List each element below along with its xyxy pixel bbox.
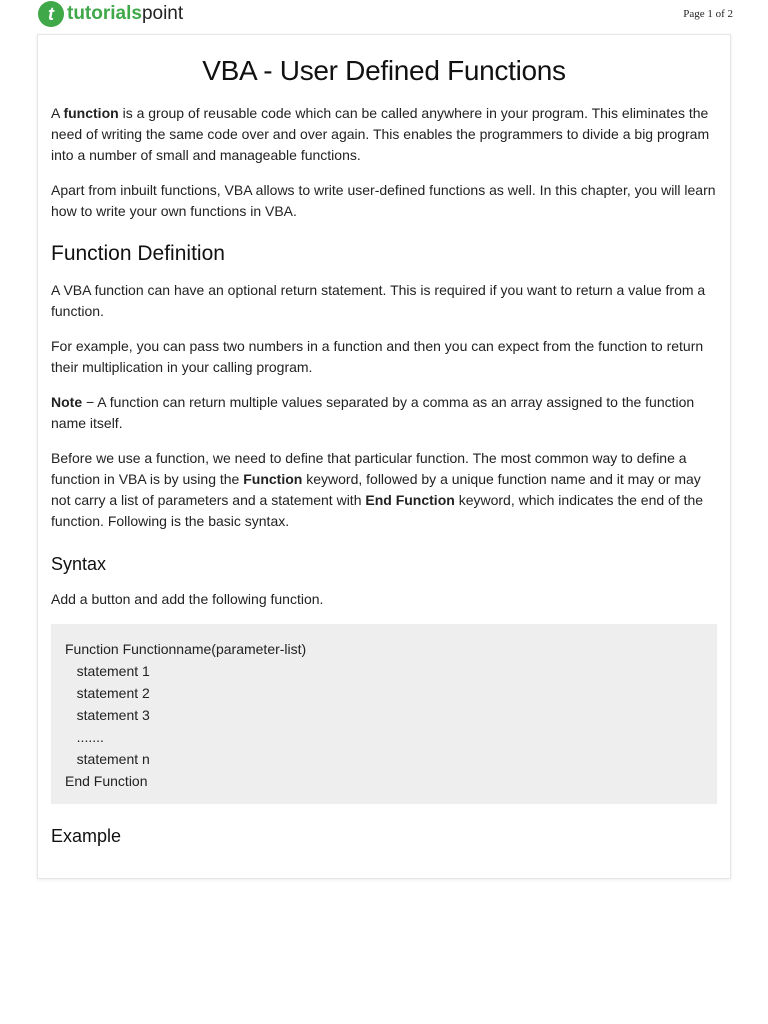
paragraph-example: For example, you can pass two numbers in a function and then you can expect from the function to return their multiplication in your calling program.	[51, 338, 704, 375]
logo-icon: t	[38, 1, 64, 27]
paragraph-define: Before we use a function, we need to define that particular function. The most common way to define a function in VBA is by using the Function keyword, followed by a unique function name and it may or may not carry a list of parameters and a statement with End Function keyword, which indicates the end of the function. Following is the basic syntax.	[51, 450, 704, 529]
heading-syntax: Syntax	[51, 554, 107, 574]
heading-function-definition: Function Definition	[51, 242, 225, 265]
page-number: Page 1 of 2	[683, 8, 733, 20]
page-title: VBA - User Defined Functions	[202, 55, 566, 86]
paragraph-inbuilt: Apart from inbuilt functions, VBA allows to write user-defined functions as well. In this chapter, you will learn how to write your own functions in VBA.	[51, 182, 716, 219]
logo-text: tutorialspoint	[67, 3, 184, 24]
paragraph-note: Note − A function can return multiple values separated by a comma as an array assigned to the function name itself.	[51, 394, 695, 431]
paragraph-return: A VBA function can have an optional return statement. This is required if you want to return a value from a function.	[51, 282, 706, 319]
document-page	[37, 34, 731, 879]
heading-example: Example	[51, 826, 122, 846]
tutorialspoint-logo[interactable]	[38, 0, 183, 28]
code-block: Function Functionname(parameter-list) statement 1 statement 2 statement 3 ....... statement n End Function	[51, 624, 717, 804]
paragraph-add-button: Add a button and add the following function.	[51, 591, 324, 607]
paragraph-intro: A function is a group of reusable code which can be called anywhere in your program. This eliminates the need of writing the same code over and over again. This enables the programmers to divide a big program into a number of small and manageable functions.	[51, 105, 710, 163]
